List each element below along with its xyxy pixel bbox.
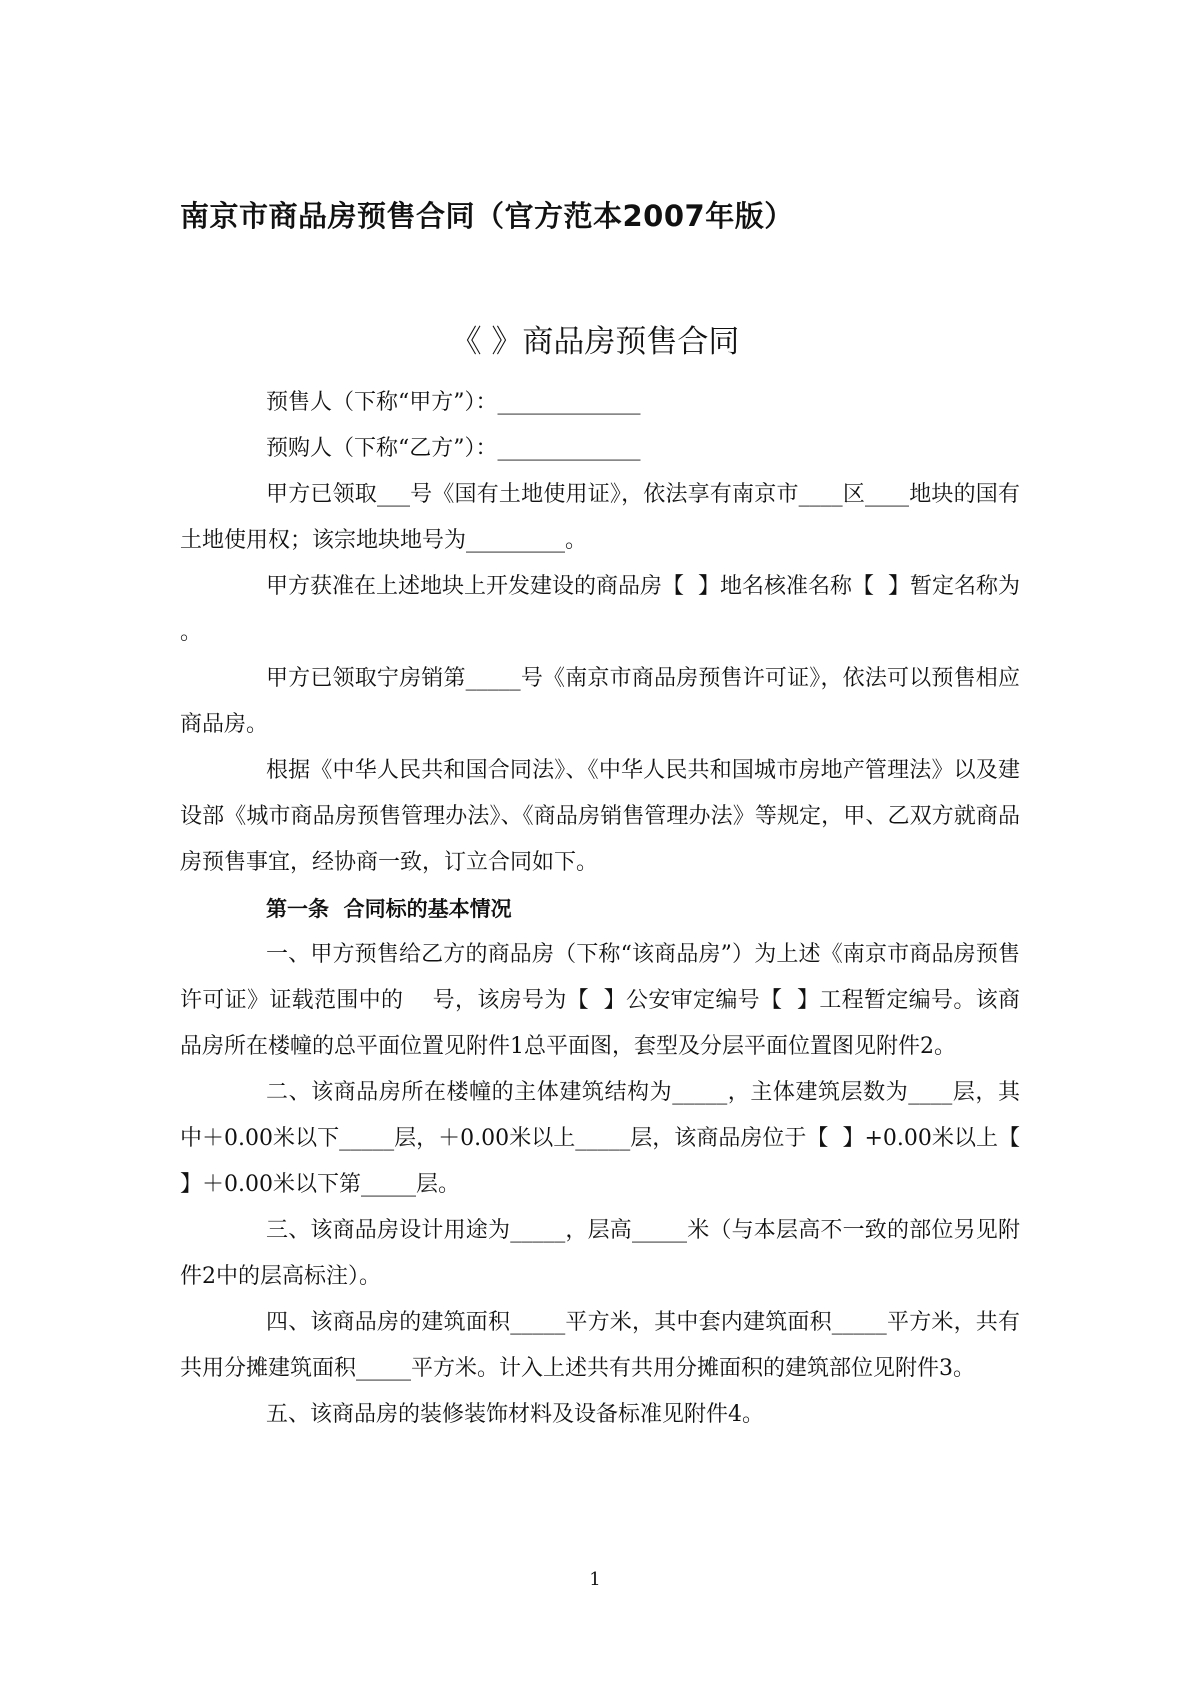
buyer-line: 预购人（下称“乙方”）：_____________ <box>266 436 641 461</box>
legal-basis-paragraph: 根据《中华人民共和国合同法》、《中华人民共和国城市房地产管理法》以及建设部《城市商品房预售管理办法》、《商品房销售管理办法》等规定，甲、乙双方就商品房预售事宜，经协商一致，订立合同如下。 <box>180 758 1020 875</box>
clause-4-paragraph: 四、该商品房的建筑面积_____平方米，其中套内建筑面积_____平方米，共有共用分摊建筑面积_____平方米。计入上述共有共用分摊面积的建筑部位见附件3。 <box>180 1310 1020 1381</box>
seller-line: 预售人（下称“甲方”）：_____________ <box>266 390 641 415</box>
clause-2-paragraph: 二、该商品房所在楼幢的主体建筑结构为_____，主体建筑层数为____层，其中＋0.00米以下_____层，＋0.00米以上_____层，该商品房位于【 】+0.00米以上【 】＋0.00米以下第_____层。 <box>180 1080 1034 1197</box>
clause-1-paragraph: 一、甲方预售给乙方的商品房（下称“该商品房”）为上述《南京市商品房预售许可证》证载范围中的 号，该房号为【 】公安审定编号【 】工程暂定编号。该商品房所在楼幢的总平面位置见附件1总平面图，套型及分层平面位置图见附件2。 <box>180 942 1020 1059</box>
document-title: 南京市商品房预售合同（官方范本2007年版） <box>180 199 794 233</box>
presale-permit-paragraph: 甲方已领取宁房销第_____号《南京市商品房预售许可证》，依法可以预售相应商品房。 <box>180 666 1020 737</box>
clause-5-paragraph: 五、该商品房的装修装饰材料及设备标准见附件4。 <box>266 1402 764 1427</box>
article-one-heading: 第一条 合同标的基本情况 <box>266 897 512 921</box>
land-certificate-paragraph: 甲方已领取___号《国有土地使用证》，依法享有南京市____区____地块的国有土地使用权；该宗地块地号为_________。 <box>180 482 1020 553</box>
clause-3-paragraph: 三、该商品房设计用途为_____，层高_____米（与本层高不一致的部位另见附件2中的层高标注）。 <box>180 1218 1020 1289</box>
project-name-paragraph: 甲方获准在上述地块上开发建设的商品房【 】地名核准名称【 】暂定名称为 。 <box>180 574 1027 645</box>
contract-body <box>180 380 1034 1438</box>
page-number: 1 <box>589 1569 601 1590</box>
contract-title: 《 》商品房预售合同 <box>450 324 740 360</box>
